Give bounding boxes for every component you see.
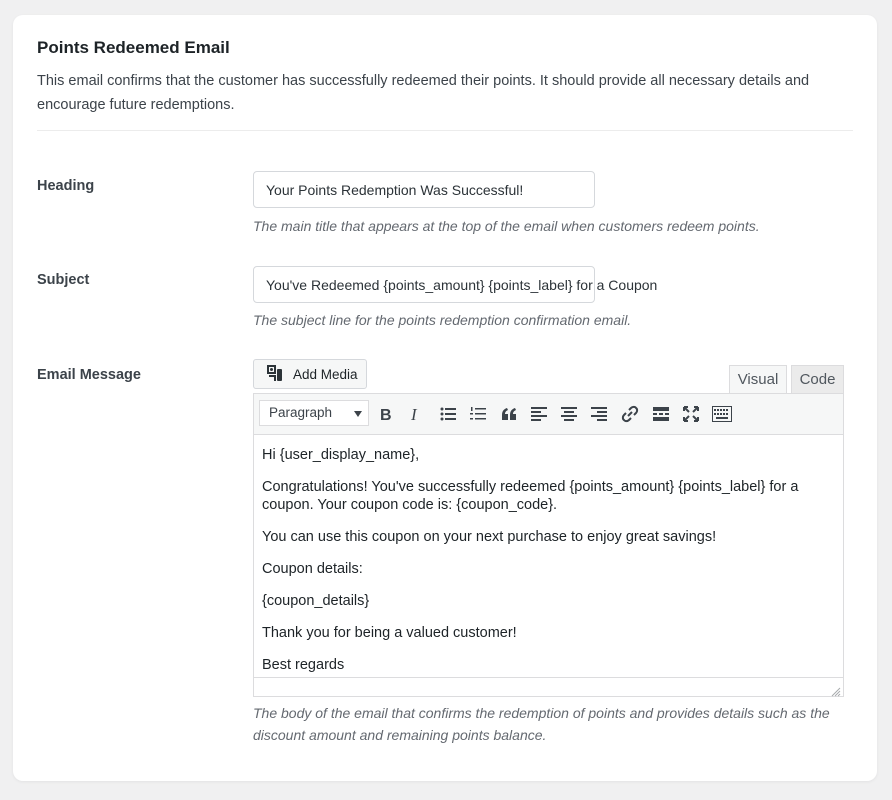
bulleted-list-icon[interactable] [437,403,459,425]
bold-icon[interactable] [375,403,397,425]
editor-paragraph: Congratulations! You've successfully redeemed {points_amount} {points_label} for a coupon. Your coupon code is: {coupon_code}. [262,479,799,513]
email-message-label: Email Message [37,367,141,383]
section-description: This email confirms that the customer has successfully redeemed their points. It should provide all necessary details and encourage future redemptions. [37,73,810,113]
numbered-list-icon[interactable] [467,403,489,425]
tab-code[interactable]: Code [791,365,844,394]
italic-icon[interactable] [405,403,427,425]
heading-input[interactable]: Your Points Redemption Was Successful! [253,171,595,208]
chevron-down-icon [354,411,362,417]
align-right-icon[interactable] [588,403,610,425]
editor-paragraph: Coupon details: [262,561,363,577]
format-select-value: Paragraph [269,405,333,420]
read-more-icon[interactable] [650,403,672,425]
format-select[interactable] [259,400,369,426]
align-left-icon[interactable] [528,403,550,425]
subject-help-text: The subject line for the points redemption confirmation email. [253,312,632,328]
add-media-label: Add Media [293,366,358,382]
email-settings-card [13,15,877,781]
divider [37,130,853,131]
editor-paragraph: Best regards [262,657,345,673]
heading-label: Heading [37,178,95,194]
editor-paragraph: Thank you for being a valued customer! [262,625,517,641]
svg-text:B: B [380,407,392,424]
editor-paragraph: You can use this coupon on your next purchase to enjoy great savings! [262,529,717,545]
heading-help-text: The main title that appears at the top of the email when customers redeem points. [253,218,760,234]
align-center-icon[interactable] [558,403,580,425]
email-message-help-text: The body of the email that confirms the redemption of points and provides details such as the discount amount and remaining points balance. [253,705,830,743]
blockquote-icon[interactable] [498,403,520,425]
fullscreen-icon[interactable] [680,403,702,425]
email-message-editor [253,393,844,697]
editor-statusbar [254,677,843,696]
media-icon [267,365,285,383]
resize-handle-icon[interactable] [831,684,841,694]
toolbar-toggle-icon[interactable] [711,403,733,425]
editor-paragraph: Hi {user_display_name}, [262,447,420,463]
add-media-button[interactable] [253,359,367,389]
insert-link-icon[interactable] [619,403,641,425]
section-title: Points Redeemed Email [37,38,230,57]
tab-visual[interactable]: Visual [729,365,787,394]
subject-label: Subject [37,272,90,288]
editor-paragraph: {coupon_details} [262,593,370,609]
editor-toolbar [254,394,843,435]
editor-content[interactable] [262,446,832,688]
subject-input[interactable]: You've Redeemed {points_amount} {points_label} for a Coupon [253,266,595,303]
svg-text:I: I [411,405,417,424]
